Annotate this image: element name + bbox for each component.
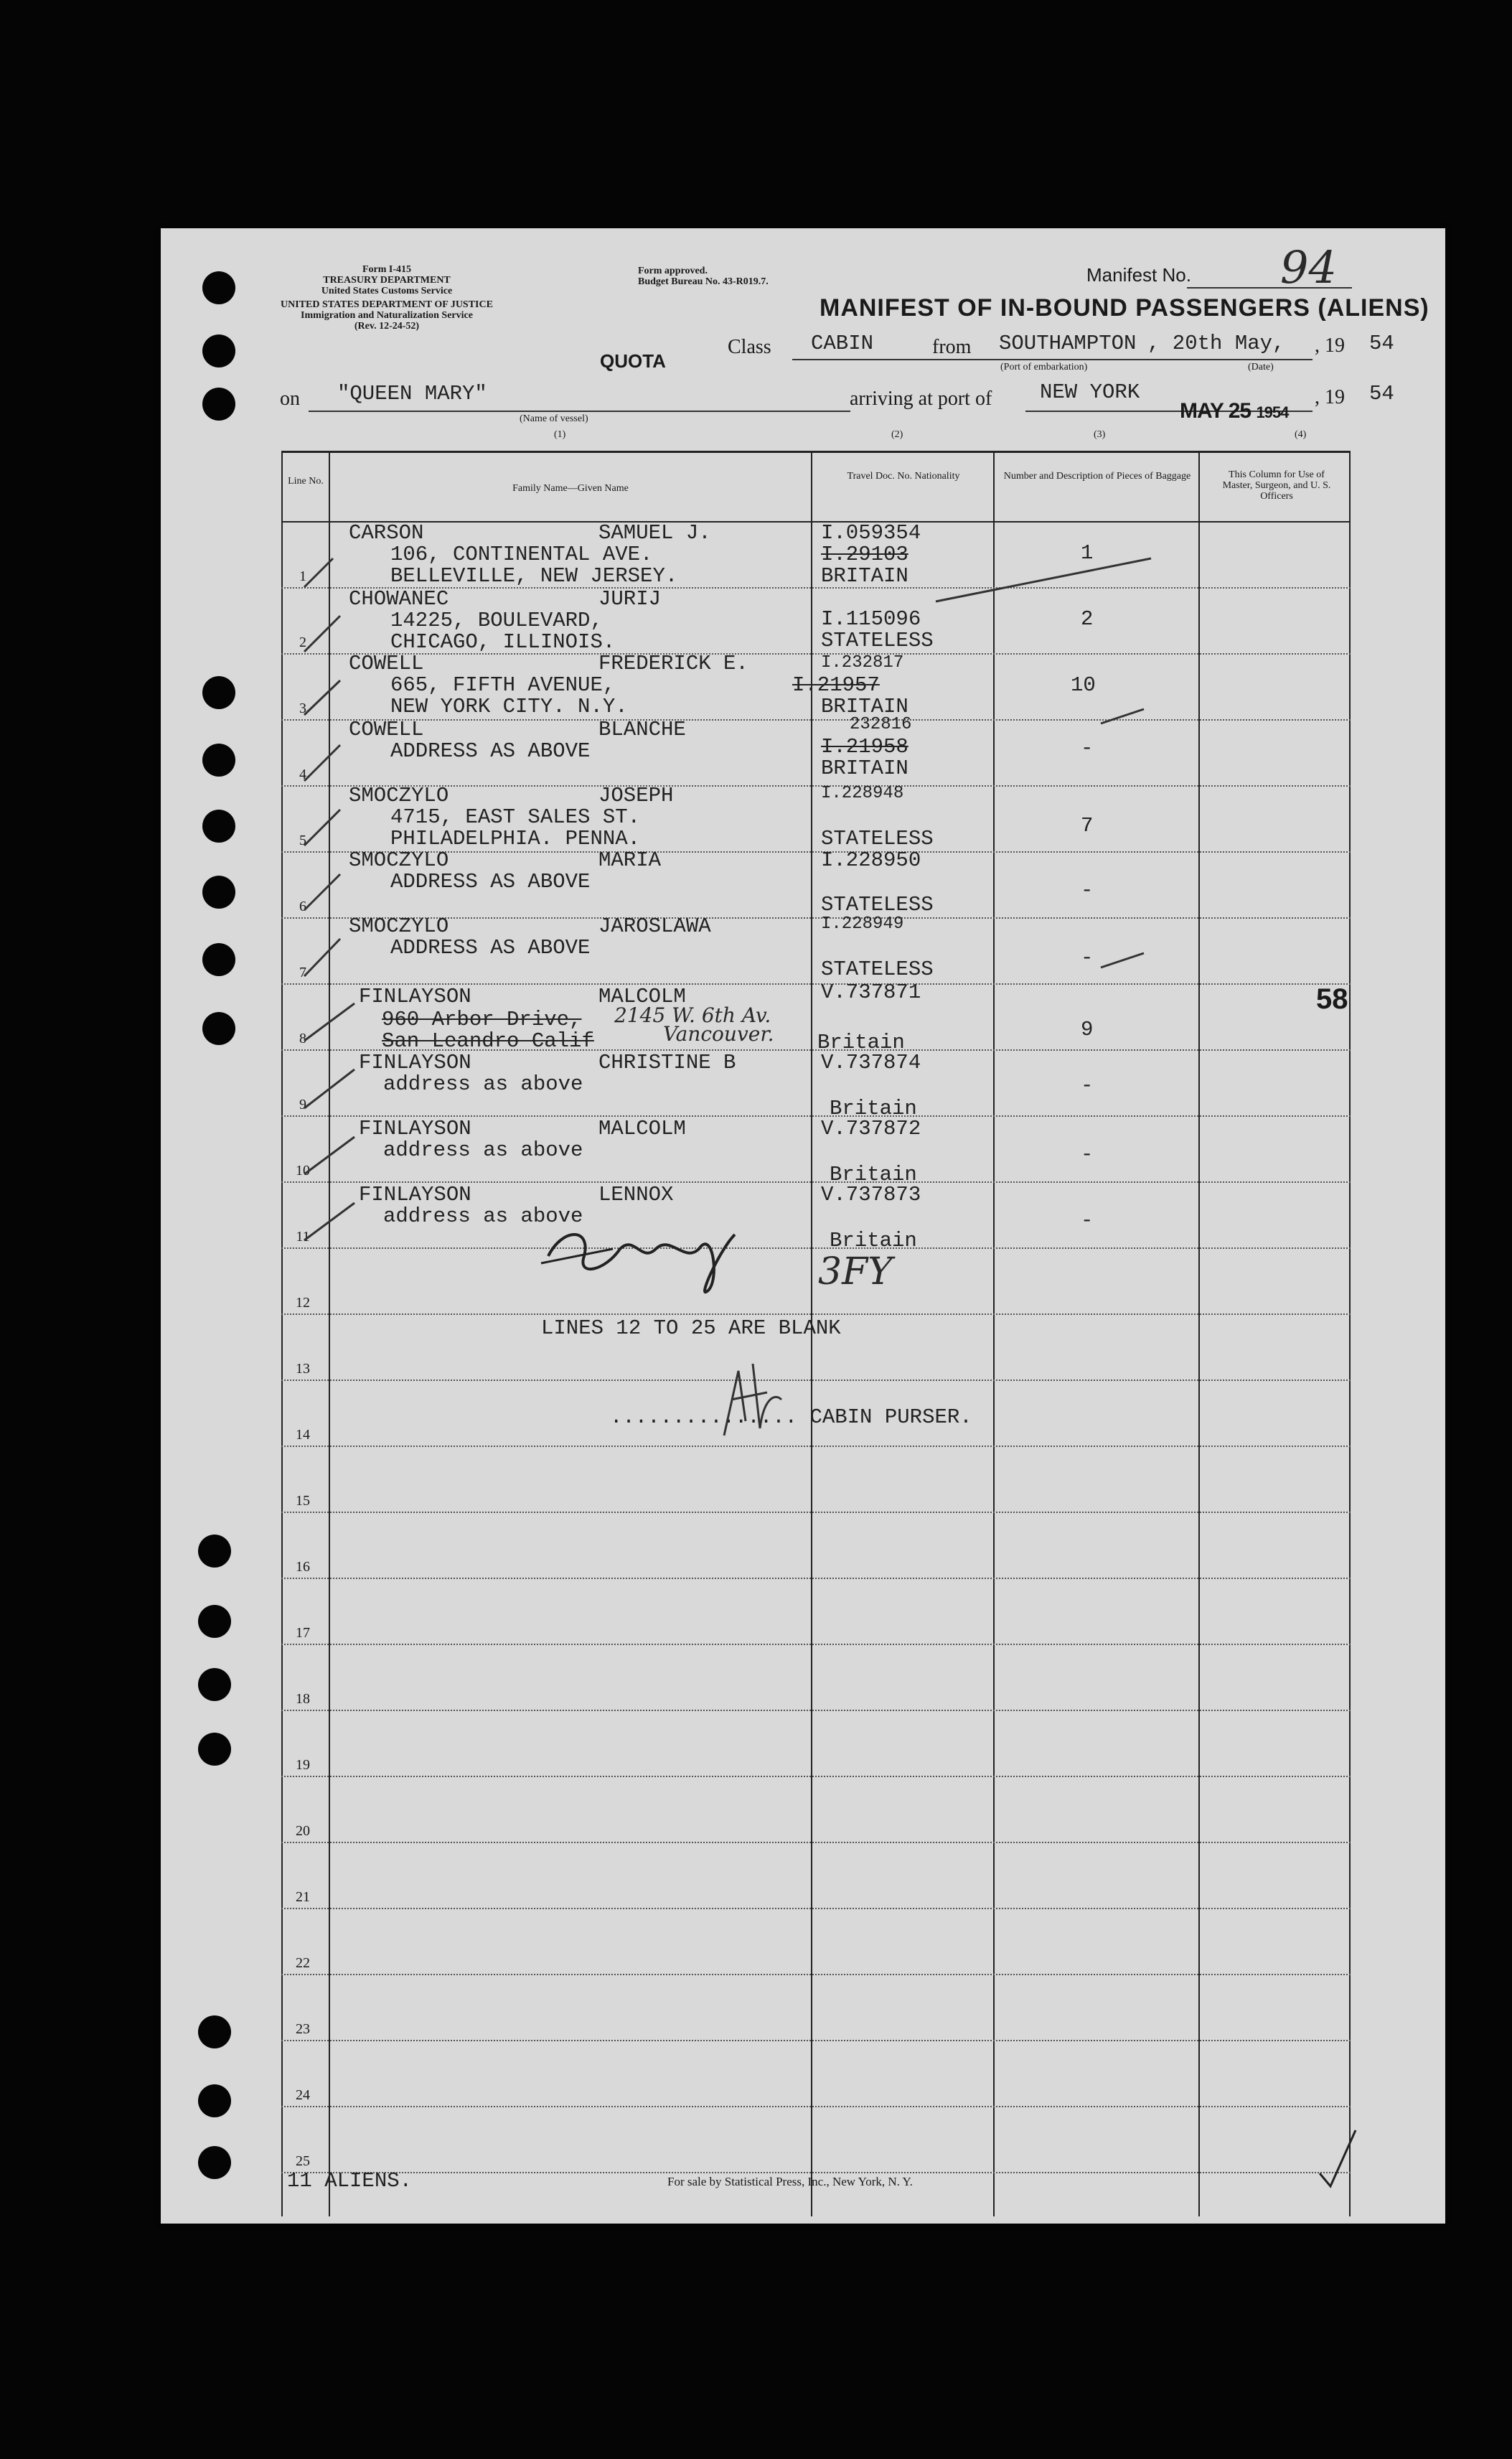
- entry-4-doc: I.21958: [821, 735, 908, 759]
- line-number: 15: [296, 1493, 310, 1509]
- binder-hole: [198, 2084, 231, 2117]
- treasury-department: TREASURY DEPARTMENT: [323, 275, 451, 286]
- row-rule: [281, 1908, 1351, 1909]
- line-number: 25: [296, 2153, 310, 2169]
- entry-2-baggage: 2: [1081, 607, 1094, 631]
- entry-9-nationality: Britain: [830, 1097, 917, 1120]
- purser-signature: [703, 1357, 796, 1450]
- entry-7-given: JAROSLAWA: [598, 914, 711, 938]
- officer-signature: [534, 1206, 749, 1299]
- entry-3-doc: I.232817: [821, 653, 904, 673]
- header-baggage: Number and Description of Pieces of Baggage: [1003, 471, 1191, 482]
- line-number: 8: [299, 1031, 306, 1046]
- line-number: 9: [299, 1097, 306, 1113]
- binder-hole: [202, 876, 235, 909]
- entry-3-address-1: 665, FIFTH AVENUE,: [390, 673, 616, 697]
- binder-hole: [202, 744, 235, 777]
- check-mark: [1316, 2123, 1359, 2195]
- entry-8-address-1-old: 960 Arbor Drive,: [382, 1008, 582, 1031]
- port-of-embarkation: SOUTHAMPTON: [999, 332, 1137, 355]
- entry-8-baggage: 9: [1081, 1018, 1094, 1041]
- binder-hole: [198, 2146, 231, 2179]
- line-number: 14: [296, 1427, 310, 1443]
- row-rule: [281, 1974, 1351, 1975]
- table-top-border: [281, 451, 1351, 453]
- entry-3-given: FREDERICK E.: [598, 652, 748, 675]
- line-number: 23: [296, 2021, 310, 2037]
- tick-8: [304, 1003, 354, 1041]
- date-caption: (Date): [1248, 362, 1274, 373]
- header-officers: This Column for Use of Master, Surgeon, and U. S. Officers: [1222, 469, 1331, 502]
- embarkation-date: , 20th May,: [1147, 332, 1285, 355]
- binder-hole: [198, 2015, 231, 2048]
- entry-8-address-2-old: San Leandro Calif: [382, 1029, 594, 1053]
- entry-2-family: CHOWANEC: [349, 587, 449, 611]
- entry-11-address: address as above: [383, 1204, 583, 1228]
- tick-line-3: [1101, 953, 1144, 968]
- line-number: 5: [299, 833, 306, 848]
- line-number: 4: [299, 767, 306, 782]
- stamp-month: MAY: [1180, 399, 1224, 423]
- entry-4-family: COWELL: [349, 718, 424, 741]
- binder-hole: [202, 1012, 235, 1045]
- binder-hole: [202, 271, 235, 304]
- row-rule: [281, 1644, 1351, 1645]
- tick-9: [304, 1069, 354, 1108]
- aliens-total: 11 ALIENS.: [287, 2169, 413, 2193]
- arrival-stamp: [1180, 399, 1288, 423]
- approval-line: Form approved.: [638, 266, 708, 276]
- entry-11-doc: V.737873: [821, 1183, 921, 1207]
- binder-hole: [198, 1668, 231, 1701]
- entry-3-baggage: 10: [1071, 673, 1096, 697]
- tick-10: [304, 1137, 354, 1174]
- line-number: 2: [299, 634, 306, 650]
- col-caption-2: (2): [891, 429, 903, 440]
- header-travel-doc: Travel Doc. No. Nationality: [847, 471, 960, 482]
- entry-9-doc: V.737874: [821, 1051, 921, 1074]
- entry-2-nationality: STATELESS: [821, 629, 934, 652]
- cabin-purser-line: ............... CABIN PURSER.: [610, 1405, 972, 1429]
- binder-hole: [202, 334, 235, 367]
- entry-3-nationality: BRITAIN: [821, 695, 908, 718]
- line-number: 22: [296, 1955, 310, 1971]
- binder-hole: [202, 388, 235, 421]
- line-number: 12: [296, 1295, 310, 1311]
- entry-1-doc-old: I.29103: [821, 543, 908, 566]
- entry-6-doc: I.228950: [821, 848, 921, 872]
- row-rule: [281, 2106, 1351, 2107]
- arrival-year: 54: [1369, 382, 1394, 406]
- year-prefix: , 19: [1315, 334, 1345, 357]
- entry-10-address: address as above: [383, 1138, 583, 1162]
- entry-8-family: FINLAYSON: [359, 985, 471, 1008]
- quota-label: QUOTA: [600, 350, 666, 372]
- entry-6-baggage: -: [1081, 879, 1094, 902]
- tick-1: [304, 558, 333, 587]
- entry-5-address-1: 4715, EAST SALES ST.: [390, 805, 641, 829]
- entry-2-given: JURIJ: [598, 587, 662, 611]
- entry-6-nationality: STATELESS: [821, 893, 934, 917]
- justice-department: UNITED STATES DEPARTMENT OF JUSTICE: [281, 299, 493, 310]
- entry-5-address-2: PHILADELPHIA. PENNA.: [390, 827, 641, 851]
- line-number: 7: [299, 965, 306, 980]
- customs-service: United States Customs Service: [321, 286, 453, 296]
- embarkation-year: 54: [1369, 332, 1394, 355]
- form-header-left: [268, 264, 505, 332]
- line-number: 24: [296, 2087, 310, 2103]
- row-rule: [281, 1710, 1351, 1711]
- table-header-border: [281, 521, 1351, 523]
- row-rule: [281, 2040, 1351, 2041]
- entry-4-baggage: -: [1081, 736, 1094, 760]
- entry-9-given: CHRISTINE B: [598, 1051, 736, 1074]
- entry-6-address: ADDRESS AS ABOVE: [390, 870, 591, 894]
- port-of-arrival: NEW YORK: [1040, 380, 1140, 404]
- entry-8-officer-mark: 58: [1316, 983, 1348, 1015]
- blank-lines-note: LINES 12 TO 25 ARE BLANK: [541, 1316, 841, 1340]
- vessel-name: "QUEEN MARY": [337, 382, 487, 406]
- entry-1-address-2: BELLEVILLE, NEW JERSEY.: [390, 564, 678, 588]
- table-left-border: [281, 451, 283, 2216]
- port-embark-caption: (Port of embarkation): [1000, 362, 1088, 373]
- vessel-underline: [309, 411, 850, 412]
- row-rule: [281, 1313, 1351, 1315]
- entry-3-address-2: NEW YORK CITY. N.Y.: [390, 695, 628, 718]
- entry-4-address: ADDRESS AS ABOVE: [390, 739, 591, 763]
- form-revision: (Rev. 12-24-52): [354, 321, 420, 332]
- entry-5-baggage: 7: [1081, 814, 1094, 838]
- entry-1-family: CARSON: [349, 521, 424, 545]
- entry-7-baggage: -: [1081, 946, 1094, 970]
- entry-1-baggage: 1: [1081, 541, 1094, 565]
- line-number: 17: [296, 1625, 310, 1641]
- entry-3-doc-old: I.21957: [792, 673, 880, 697]
- entry-11-baggage: -: [1081, 1209, 1094, 1232]
- on-label: on: [280, 388, 300, 410]
- entry-2-address-2: CHICAGO, ILLINOIS.: [390, 630, 616, 654]
- entry-7-doc: I.228949: [821, 914, 904, 934]
- entry-5-given: JOSEPH: [598, 784, 674, 807]
- entry-9-address: address as above: [383, 1072, 583, 1096]
- binder-hole: [202, 676, 235, 709]
- binder-hole: [202, 810, 235, 843]
- tick-6: [304, 874, 340, 910]
- entry-2-doc: I.115096: [821, 607, 921, 631]
- row-rule: [281, 1842, 1351, 1843]
- row-rule: [281, 1380, 1351, 1381]
- binder-hole: [198, 1733, 231, 1766]
- tick-3: [304, 680, 340, 715]
- line-number: 10: [296, 1163, 310, 1179]
- entry-1-given: SAMUEL J.: [598, 521, 711, 545]
- binder-hole: [198, 1535, 231, 1568]
- tick-line-1: [936, 558, 1151, 601]
- entry-10-given: MALCOLM: [598, 1117, 686, 1140]
- entry-9-baggage: -: [1081, 1074, 1094, 1097]
- tick-line-2: [1101, 709, 1144, 723]
- stamp-year: 1954: [1256, 403, 1289, 421]
- binder-hole: [198, 1605, 231, 1638]
- entry-4-doc-new: 232816: [850, 715, 912, 734]
- entry-1-doc: I.059354: [821, 521, 921, 545]
- form-number: Form I-415: [362, 264, 412, 275]
- line-number: 19: [296, 1757, 310, 1773]
- tick-7: [304, 939, 340, 976]
- entry-8-address-1-new: 2145 W. 6th Av.: [614, 1003, 771, 1027]
- printer-credit: For sale by Statistical Press, Inc., New York, N. Y.: [667, 2175, 913, 2188]
- budget-bureau-line: Budget Bureau No. 43-R019.7.: [638, 276, 769, 287]
- entry-3-family: COWELL: [349, 652, 424, 675]
- entry-5-family: SMOCZYLO: [349, 784, 449, 807]
- row-rule: [281, 1446, 1351, 1447]
- entry-7-nationality: STATELESS: [821, 957, 934, 981]
- table-right-border: [1349, 451, 1351, 2216]
- entry-1-address-1: 106, CONTINENTAL AVE.: [390, 543, 653, 566]
- entry-8-nationality: Britain: [817, 1031, 905, 1054]
- tick-5: [304, 810, 340, 846]
- entry-11-given: LENNOX: [598, 1183, 674, 1207]
- class-underline: [792, 359, 1008, 360]
- entry-11-nationality: Britain: [830, 1229, 917, 1252]
- entry-9-family: FINLAYSON: [359, 1051, 471, 1074]
- header-line-no: Line No.: [288, 476, 324, 487]
- vessel-caption: (Name of vessel): [520, 413, 588, 424]
- form-approval: [638, 266, 769, 287]
- entry-10-doc: V.737872: [821, 1117, 921, 1140]
- class-value: CABIN: [811, 332, 874, 355]
- inspector-initials: 3FY: [818, 1250, 893, 1293]
- manifest-no-label: Manifest No.: [1086, 264, 1191, 286]
- row-rule: [281, 1776, 1351, 1777]
- entry-5-nationality: STATELESS: [821, 827, 934, 851]
- arriving-label: arriving at port of: [850, 388, 992, 410]
- line-number: 13: [296, 1361, 310, 1377]
- tick-11: [304, 1203, 354, 1240]
- ins-service: Immigration and Naturalization Service: [301, 310, 473, 321]
- entry-8-address-2-new: Vancouver.: [663, 1022, 774, 1046]
- pen-tick-marks: [290, 530, 1223, 1283]
- row-rule: [281, 2172, 1351, 2173]
- entry-8-given: MALCOLM: [598, 985, 686, 1008]
- entry-1-nationality: BRITAIN: [821, 564, 908, 588]
- entry-7-family: SMOCZYLO: [349, 914, 449, 938]
- from-label: from: [932, 336, 972, 358]
- manifest-page: [161, 228, 1445, 2224]
- entry-7-address: ADDRESS AS ABOVE: [390, 936, 591, 960]
- entry-4-nationality: BRITAIN: [821, 757, 908, 780]
- tick-4: [304, 745, 340, 781]
- class-label: Class: [728, 336, 771, 358]
- entry-8-doc: V.737871: [821, 980, 921, 1004]
- header-family-name: Family Name—Given Name: [512, 483, 629, 494]
- binder-hole: [202, 943, 235, 976]
- entry-4-given: BLANCHE: [598, 718, 686, 741]
- form-title: MANIFEST OF IN-BOUND PASSENGERS (ALIENS): [820, 294, 1429, 322]
- row-rule: [281, 1578, 1351, 1579]
- entry-10-baggage: -: [1081, 1143, 1094, 1166]
- entry-10-nationality: Britain: [830, 1163, 917, 1186]
- entry-5-doc: I.228948: [821, 784, 904, 803]
- entry-2-address-1: 14225, BOULEVARD,: [390, 609, 603, 632]
- entry-10-family: FINLAYSON: [359, 1117, 471, 1140]
- col-caption-4: (4): [1295, 429, 1307, 440]
- manifest-number: 94: [1280, 241, 1337, 294]
- from-underline: [997, 359, 1313, 360]
- row-rule: [281, 1512, 1351, 1513]
- entry-11-family: FINLAYSON: [359, 1183, 471, 1207]
- line-number: 16: [296, 1559, 310, 1575]
- year2-prefix: , 19: [1315, 386, 1345, 408]
- stamp-day: 25: [1228, 399, 1252, 423]
- line-number: 11: [296, 1229, 310, 1245]
- tick-2: [304, 616, 340, 652]
- line-number: 3: [299, 701, 306, 716]
- line-number: 1: [299, 568, 306, 584]
- line-number: 21: [296, 1889, 310, 1905]
- entry-6-family: SMOCZYLO: [349, 848, 449, 872]
- line-number: 20: [296, 1823, 310, 1839]
- line-number: 18: [296, 1691, 310, 1707]
- entry-6-given: MARIA: [598, 848, 662, 872]
- col-caption-3: (3): [1094, 429, 1106, 440]
- col-caption-1: (1): [554, 429, 566, 440]
- line-number: 6: [299, 899, 306, 914]
